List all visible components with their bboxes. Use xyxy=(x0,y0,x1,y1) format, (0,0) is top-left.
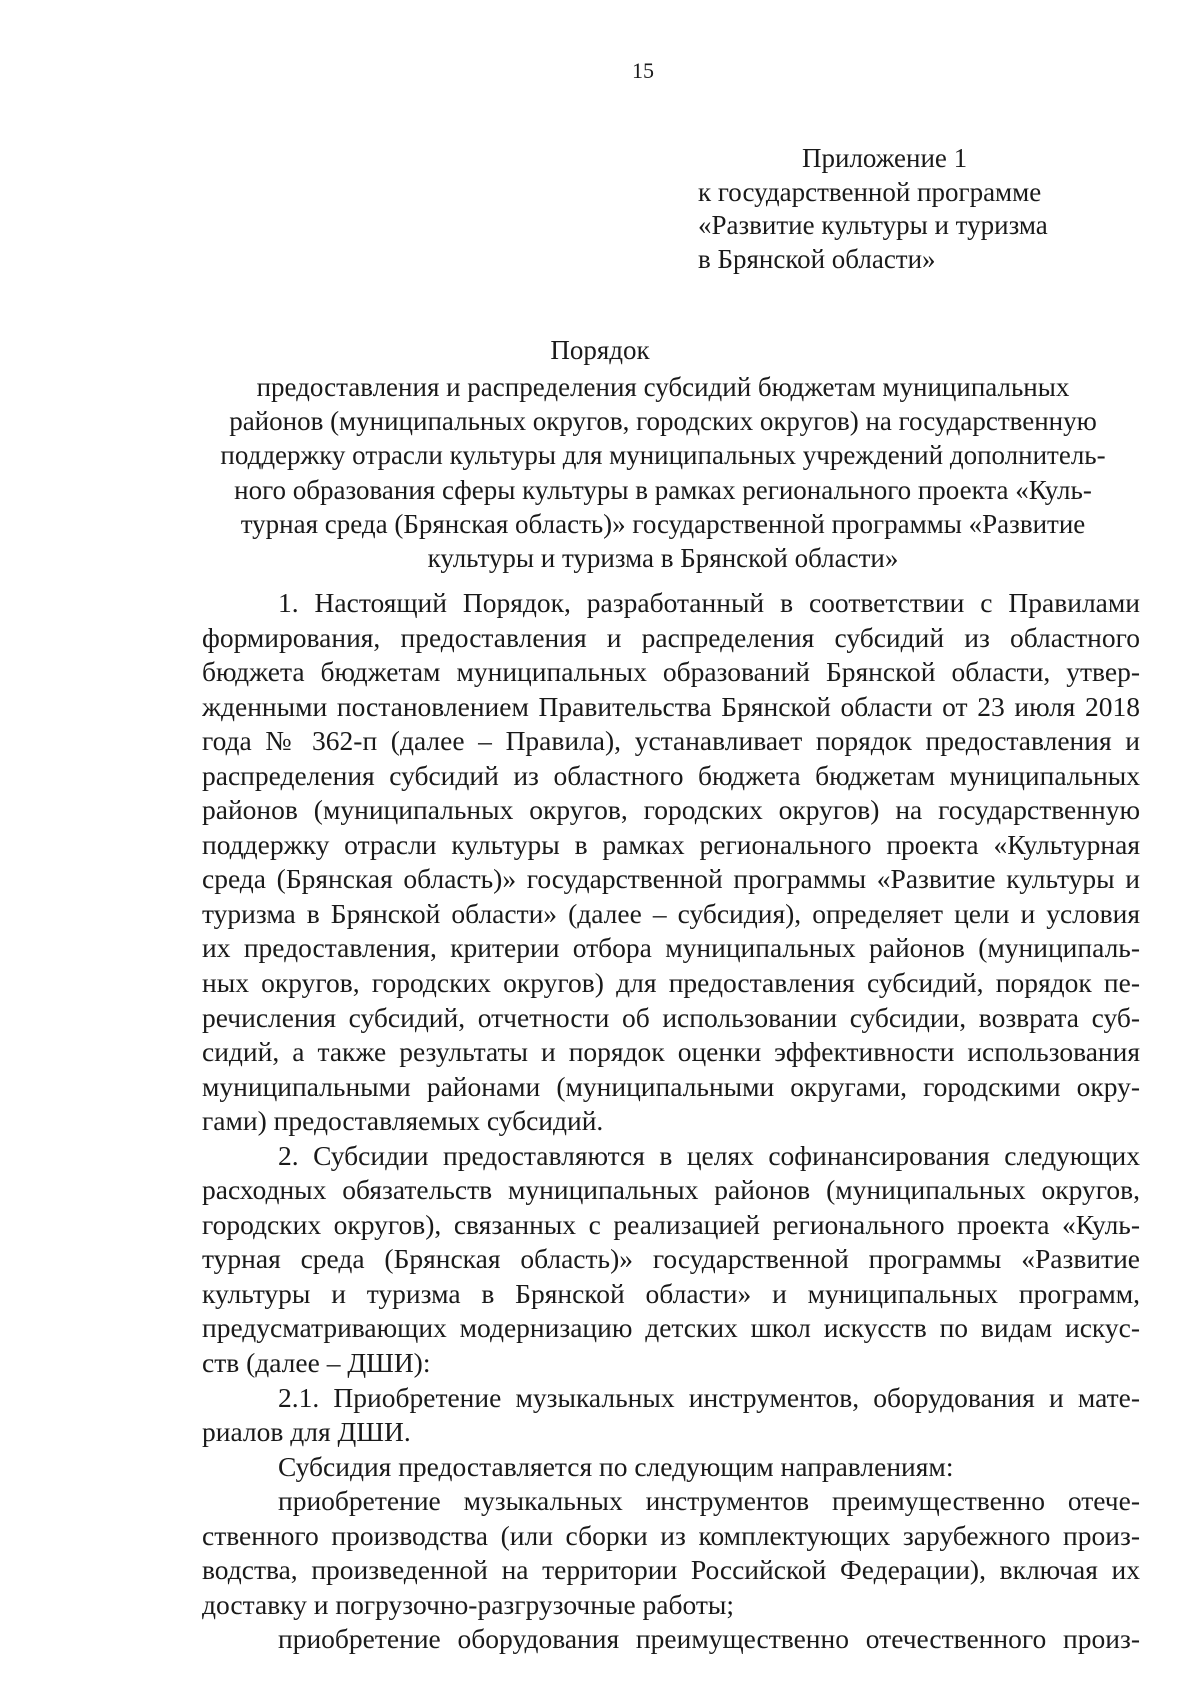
body-line: речисления субсидий, отчетности об использовании субсидии, возврата суб- xyxy=(202,1001,1140,1033)
appendix-line: Приложение 1 xyxy=(802,143,968,173)
body-line: турная среда (Брянская область)» государственной программы «Развитие xyxy=(202,1243,1140,1275)
subtitle-line: культуры и туризма в Брянской области» xyxy=(427,543,899,574)
body-line: 1. Настоящий Порядок, разработанный в соответствии с Правилами xyxy=(278,587,1140,618)
body-line: районов (муниципальных округов, городских округов) на государственную xyxy=(202,794,1140,826)
body-line: ств (далее – ДШИ): xyxy=(202,1347,431,1379)
body-line: расходных обязательств муниципальных районов (муниципальных округов, xyxy=(202,1174,1140,1206)
body-line: бюджета бюджетам муниципальных образований Брянской области, утвер- xyxy=(202,656,1140,688)
body-line: года № 362-п (далее – Правила), устанавливает порядок предоставления и xyxy=(202,725,1140,757)
body-line: формирования, предоставления и распределения субсидий из областного xyxy=(202,621,1140,653)
body-line: ственного производства (или сборки из комплектующих зарубежного произ- xyxy=(202,1519,1140,1551)
body-line: среда (Брянская область)» государственной программы «Развитие культуры и xyxy=(202,863,1140,895)
body-line: муниципальными районами (муниципальными округами, городскими окру- xyxy=(202,1070,1140,1102)
body-line: приобретение музыкальных инструментов преимущественно отече- xyxy=(278,1485,1140,1517)
subtitle-line: районов (муниципальных округов, городских округов) на государственную xyxy=(229,406,1097,437)
body-line: распределения субсидий из областного бюджета бюджетам муниципальных xyxy=(202,759,1140,791)
body-line: приобретение оборудования преимущественно отечественного произ- xyxy=(278,1623,1140,1655)
body-line: поддержку отрасли культуры в рамках регионального проекта «Культурная xyxy=(202,828,1140,860)
body-line: туризма в Брянской области» (далее – субсидия), определяет цели и условия xyxy=(202,897,1140,929)
subtitle-line: турная среда (Брянская область)» государственной программы «Развитие xyxy=(240,508,1086,539)
body-line: доставку и погрузочно-разгрузочные работы; xyxy=(202,1588,734,1620)
body-line: жденными постановлением Правительства Брянской области от 23 июля 2018 xyxy=(202,690,1140,722)
subtitle-line: ного образования сферы культуры в рамках регионального проекта «Куль- xyxy=(234,474,1092,505)
appendix-line: в Брянской области» xyxy=(698,243,936,274)
appendix-line: к государственной программе xyxy=(698,176,1042,207)
subtitle-line: поддержку отрасли культуры для муниципальных учреждений дополнитель- xyxy=(220,440,1106,471)
page-number: 15 xyxy=(632,58,654,83)
body-line: ных округов, городских округов) для предоставления субсидий, порядок пе- xyxy=(202,967,1140,999)
document-body xyxy=(202,586,1140,1657)
body-line: Субсидия предоставляется по следующим направлениям: xyxy=(278,1450,954,1482)
body-line: 2.1. Приобретение музыкальных инструментов, оборудования и мате- xyxy=(278,1381,1140,1413)
body-line: 2. Субсидии предоставляются в целях софинансирования следующих xyxy=(278,1139,1140,1171)
body-line: их предоставления, критерии отбора муниципальных районов (муниципаль- xyxy=(202,932,1140,964)
body-line: предусматривающих модернизацию детских школ искусств по видам искус- xyxy=(202,1312,1140,1344)
appendix-line: «Развитие культуры и туризма xyxy=(698,210,1048,241)
body-line: риалов для ДШИ. xyxy=(202,1416,411,1448)
appendix-block xyxy=(698,142,1048,276)
body-line: гами) предоставляемых субсидий. xyxy=(202,1105,604,1137)
body-line: сидий, а также результаты и порядок оценки эффективности использования xyxy=(202,1036,1140,1068)
body-line: городских округов), связанных с реализацией регионального проекта «Куль- xyxy=(202,1208,1140,1240)
body-line: водства, произведенной на территории Российской Федерации), включая их xyxy=(202,1554,1140,1586)
document-title: Порядок xyxy=(550,335,650,365)
subtitle-line: предоставления и распределения субсидий бюджетам муниципальных xyxy=(256,372,1070,402)
body-line: культуры и туризма в Брянской области» и муниципальных программ, xyxy=(202,1277,1140,1309)
document-subtitle xyxy=(196,370,1130,575)
